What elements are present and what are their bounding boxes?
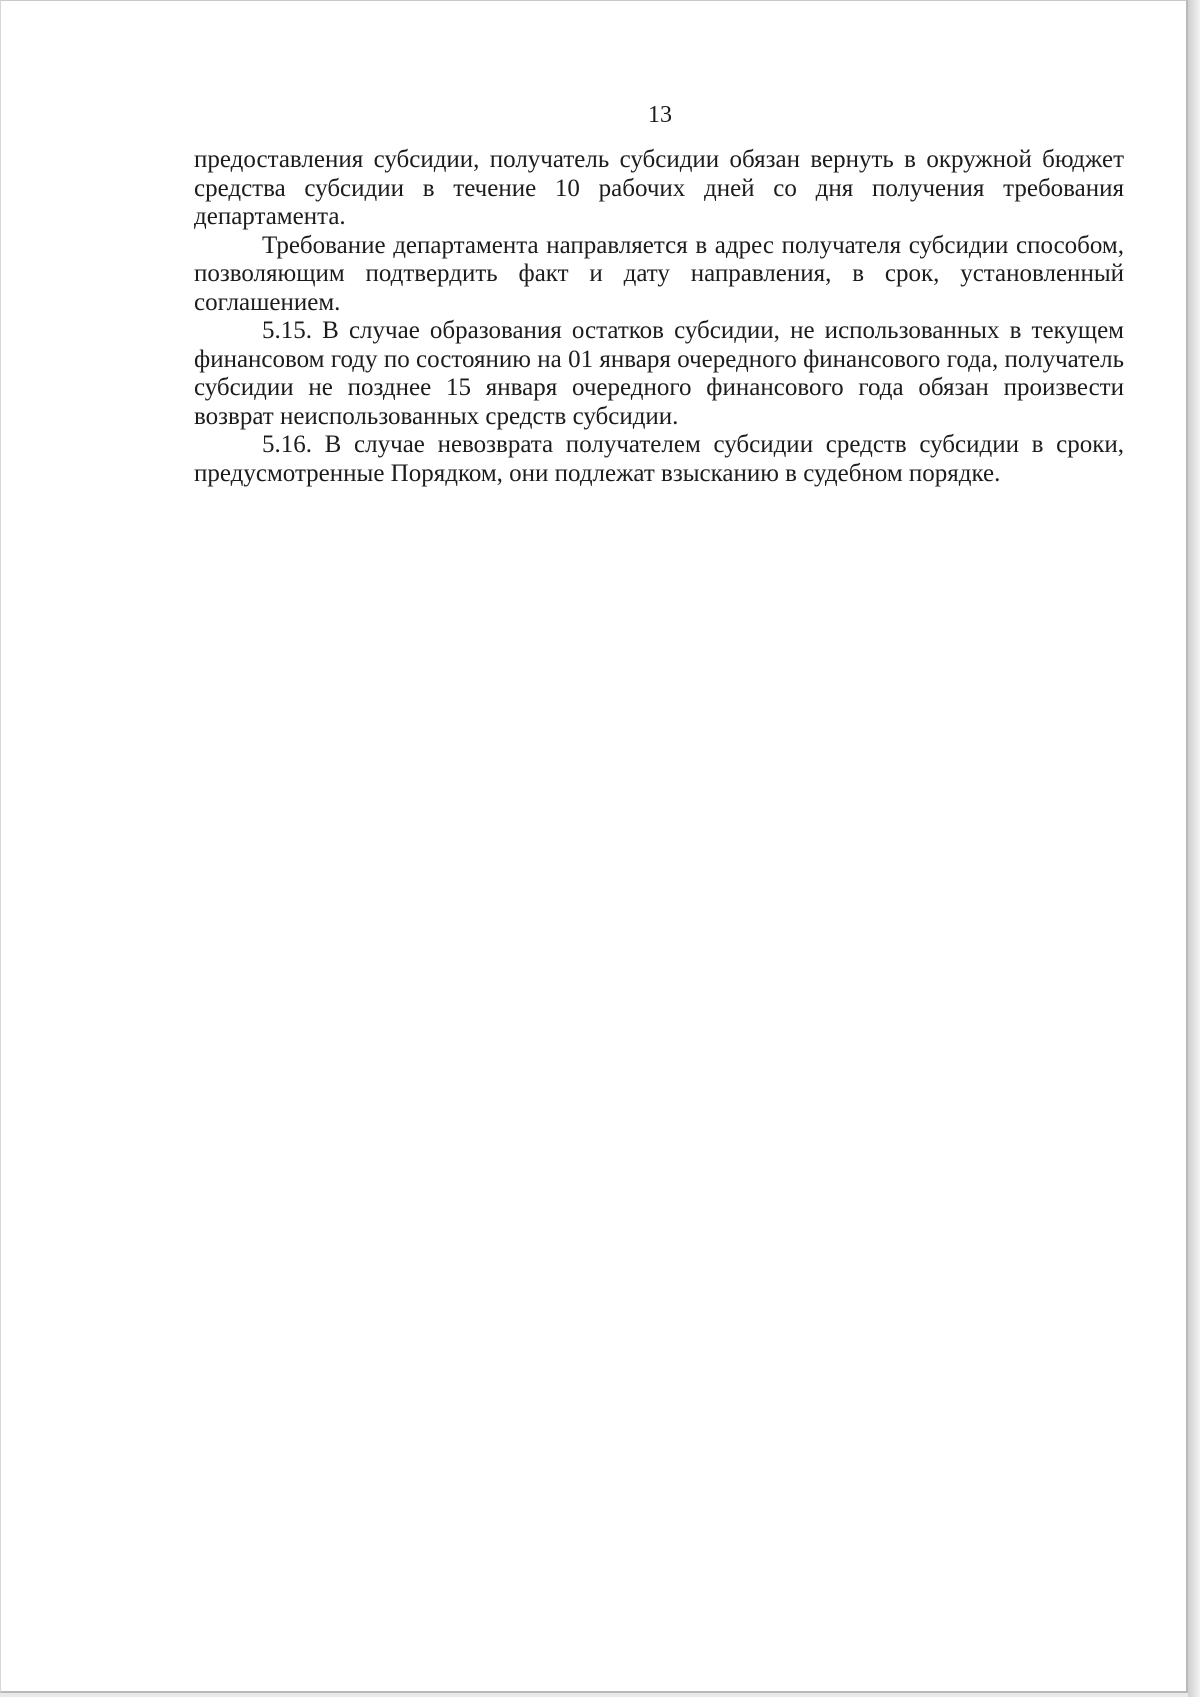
paragraph-requirement-notice: Требование департамента направляется в адрес получателя субсидии способом, позволяющим подтвердить факт и дату направления, в срок, установленный соглашением. <box>194 231 1124 316</box>
paragraph-5-15: 5.15. В случае образования остатков субсидии, не использованных в текущем финансовом году по состоянию на 01 января очередного финансового года, получатель субсидии не позднее 15 января очередного финансового года обязан произвести возврат неиспользованных средств субсидии. <box>194 317 1124 430</box>
scan-edge-shadow <box>1188 0 1200 1697</box>
paragraph-5-16: 5.16. В случае невозврата получателем субсидии средств субсидии в сроки, предусмотренные Порядком, они подлежат взысканию в судебном порядке. <box>194 431 1124 487</box>
page-number: 13 <box>648 102 672 128</box>
body-text <box>194 146 1124 488</box>
paragraph-continuation: предоставления субсидии, получатель субсидии обязан вернуть в окружной бюджет средства субсидии в течение 10 рабочих дней со дня получения требования департамента. <box>194 146 1124 230</box>
